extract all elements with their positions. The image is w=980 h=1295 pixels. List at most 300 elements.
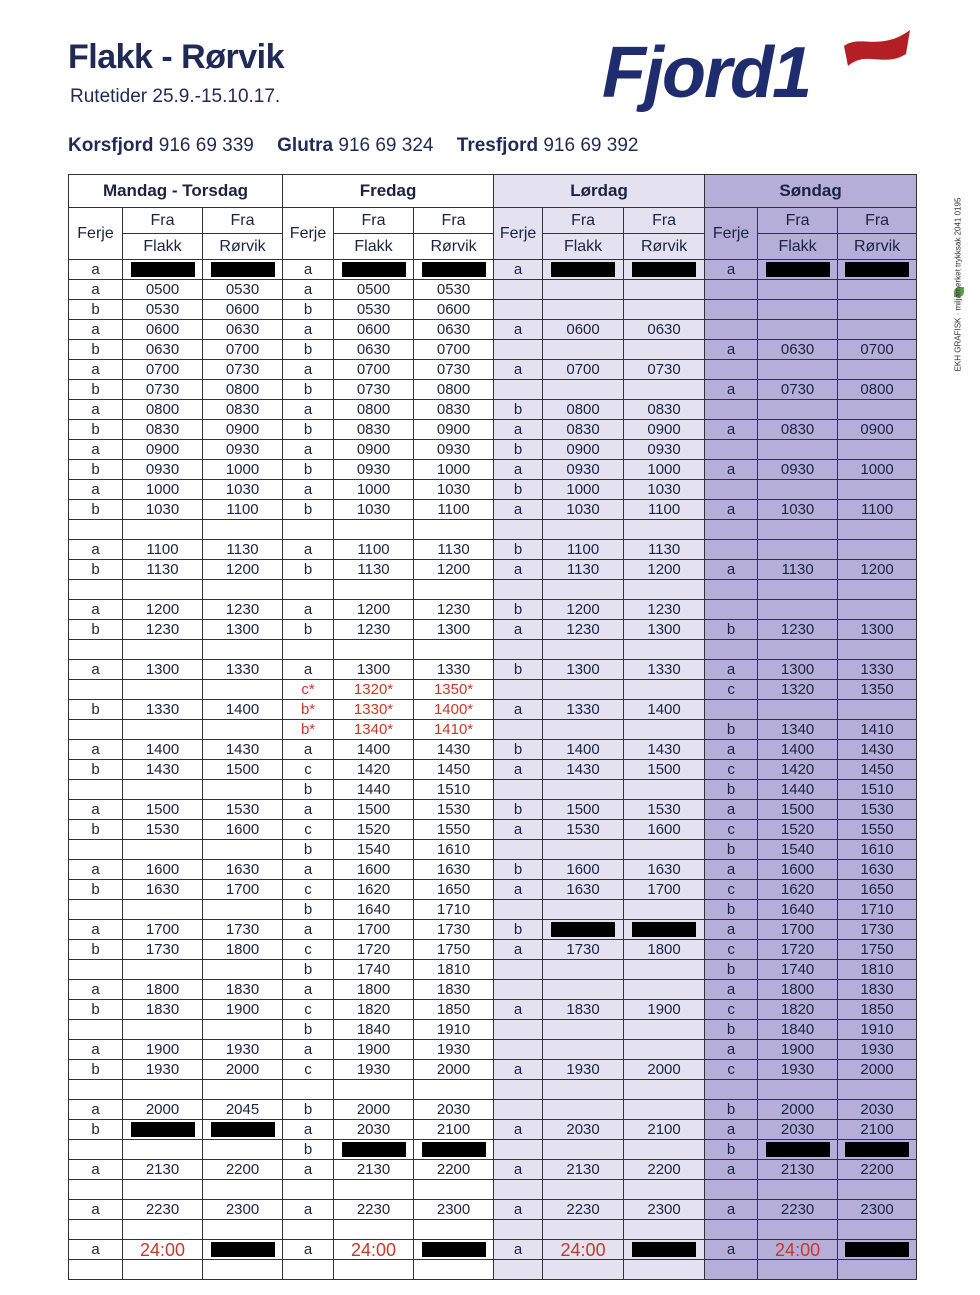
departure-flakk-cell bbox=[543, 1260, 624, 1280]
departure-flakk-cell: 1430 bbox=[543, 760, 624, 780]
departure-rorvik-cell bbox=[838, 700, 917, 720]
departure-flakk-cell bbox=[758, 640, 838, 660]
departure-flakk-cell bbox=[758, 580, 838, 600]
departure-rorvik-cell: 0730 bbox=[624, 360, 705, 380]
departure-flakk-cell bbox=[123, 1120, 203, 1140]
table-row bbox=[69, 740, 917, 760]
departure-rorvik-cell: 1410 bbox=[838, 720, 917, 740]
ferry-cell bbox=[494, 1260, 543, 1280]
ferry-cell: a bbox=[69, 1040, 123, 1060]
fra-header-mon-thu: Fra bbox=[123, 208, 203, 234]
departure-rorvik-cell: 1030 bbox=[624, 480, 705, 500]
departure-flakk-cell: 1500 bbox=[758, 800, 838, 820]
departure-rorvik-cell: 1410* bbox=[414, 720, 494, 740]
departure-rorvik-cell: 1650 bbox=[838, 880, 917, 900]
departure-rorvik-cell bbox=[838, 1180, 917, 1200]
departure-flakk-cell bbox=[123, 720, 203, 740]
departure-flakk-cell: 1740 bbox=[334, 960, 414, 980]
ferry-cell: a bbox=[283, 480, 334, 500]
departure-rorvik-cell bbox=[203, 720, 283, 740]
day-header-sun: Søndag bbox=[705, 175, 917, 208]
ferry-cell: a bbox=[283, 1240, 334, 1260]
departure-rorvik-cell: 1800 bbox=[203, 940, 283, 960]
departure-rorvik-cell: 0600 bbox=[203, 300, 283, 320]
departure-flakk-cell: 0930 bbox=[334, 460, 414, 480]
departure-rorvik-cell: 1330 bbox=[414, 660, 494, 680]
departure-flakk-cell: 1800 bbox=[123, 980, 203, 1000]
departure-rorvik-cell bbox=[838, 1260, 917, 1280]
departure-flakk-cell bbox=[123, 1260, 203, 1280]
departure-flakk-cell bbox=[123, 840, 203, 860]
departure-rorvik-cell bbox=[624, 920, 705, 940]
table-row bbox=[69, 920, 917, 940]
departure-rorvik-cell bbox=[203, 840, 283, 860]
table-row bbox=[69, 300, 917, 320]
departure-rorvik-cell bbox=[838, 580, 917, 600]
departure-flakk-cell: 0500 bbox=[123, 280, 203, 300]
table-row bbox=[69, 360, 917, 380]
departure-flakk-cell bbox=[758, 440, 838, 460]
departure-rorvik-cell: 1710 bbox=[414, 900, 494, 920]
ferry-cell bbox=[283, 640, 334, 660]
ferry-cell bbox=[494, 720, 543, 740]
ferry-cell: a bbox=[705, 260, 758, 280]
ferry-cell: b bbox=[69, 880, 123, 900]
redacted-block bbox=[845, 1242, 909, 1257]
departure-flakk-cell: 2230 bbox=[543, 1200, 624, 1220]
table-row bbox=[69, 260, 917, 280]
ferry-cell: a bbox=[283, 860, 334, 880]
ferry-cell bbox=[705, 440, 758, 460]
departure-flakk-cell bbox=[543, 960, 624, 980]
ferry-cell: a bbox=[283, 360, 334, 380]
departure-flakk-cell bbox=[543, 780, 624, 800]
departure-flakk-cell: 1500 bbox=[334, 800, 414, 820]
departure-rorvik-cell bbox=[624, 960, 705, 980]
table-row bbox=[69, 780, 917, 800]
departure-rorvik-cell bbox=[203, 1260, 283, 1280]
departure-flakk-cell: 1600 bbox=[758, 860, 838, 880]
table-row bbox=[69, 1240, 917, 1260]
departure-rorvik-cell: 1300 bbox=[414, 620, 494, 640]
departure-flakk-cell: 1840 bbox=[758, 1020, 838, 1040]
departure-flakk-cell bbox=[123, 580, 203, 600]
ferry-cell bbox=[705, 540, 758, 560]
ferry-cell bbox=[705, 360, 758, 380]
flakk-header-sun: Flakk bbox=[758, 234, 838, 260]
ferry-cell: b bbox=[69, 380, 123, 400]
table-row bbox=[69, 460, 917, 480]
fra-header-sat: Fra bbox=[624, 208, 705, 234]
departure-flakk-cell: 2130 bbox=[758, 1160, 838, 1180]
departure-rorvik-cell: 1550 bbox=[838, 820, 917, 840]
ferry-cell: b bbox=[69, 820, 123, 840]
redacted-block bbox=[342, 262, 406, 277]
rorvik-header-fri: Rørvik bbox=[414, 234, 494, 260]
departure-flakk-cell: 1420 bbox=[334, 760, 414, 780]
ferry-cell bbox=[69, 1140, 123, 1160]
ferry-cell: b bbox=[283, 1020, 334, 1040]
ferry-cell: c bbox=[283, 820, 334, 840]
ferry-cell bbox=[283, 1220, 334, 1240]
departure-flakk-cell bbox=[334, 260, 414, 280]
ferry-cell: b bbox=[283, 560, 334, 580]
table-row bbox=[69, 940, 917, 960]
fra-header-sat: Fra bbox=[543, 208, 624, 234]
departure-rorvik-cell bbox=[838, 280, 917, 300]
ferry-cell: a bbox=[69, 600, 123, 620]
departure-flakk-cell: 0730 bbox=[334, 380, 414, 400]
rorvik-header-mon-thu: Rørvik bbox=[203, 234, 283, 260]
ferry-cell: c bbox=[705, 820, 758, 840]
ferry-cell bbox=[283, 1180, 334, 1200]
departure-flakk-cell bbox=[758, 320, 838, 340]
ferry-cell bbox=[705, 280, 758, 300]
departure-flakk-cell: 1800 bbox=[334, 980, 414, 1000]
departure-flakk-cell: 1340* bbox=[334, 720, 414, 740]
departure-flakk-cell bbox=[543, 980, 624, 1000]
ferry-cell: a bbox=[283, 400, 334, 420]
departure-rorvik-cell: 1730 bbox=[203, 920, 283, 940]
table-row bbox=[69, 440, 917, 460]
departure-flakk-cell bbox=[543, 280, 624, 300]
departure-flakk-cell: 1540 bbox=[334, 840, 414, 860]
ferry-cell bbox=[494, 900, 543, 920]
departure-rorvik-cell: 1630 bbox=[203, 860, 283, 880]
departure-flakk-cell: 1100 bbox=[543, 540, 624, 560]
ferry-cell: c bbox=[705, 880, 758, 900]
ferry-cell: a bbox=[69, 1240, 123, 1260]
departure-rorvik-cell bbox=[203, 1180, 283, 1200]
ferry-cell bbox=[705, 520, 758, 540]
departure-flakk-cell bbox=[543, 380, 624, 400]
ferry-cell: a bbox=[494, 940, 543, 960]
departure-rorvik-cell bbox=[624, 280, 705, 300]
departure-rorvik-cell bbox=[414, 260, 494, 280]
departure-flakk-cell: 24:00 bbox=[758, 1240, 838, 1260]
departure-rorvik-cell: 1100 bbox=[414, 500, 494, 520]
departure-rorvik-cell: 1330 bbox=[203, 660, 283, 680]
table-row bbox=[69, 1040, 917, 1060]
departure-rorvik-cell: 1750 bbox=[838, 940, 917, 960]
departure-rorvik-cell bbox=[838, 440, 917, 460]
departure-rorvik-cell bbox=[838, 480, 917, 500]
departure-flakk-cell: 1200 bbox=[543, 600, 624, 620]
ferry-cell: b bbox=[69, 340, 123, 360]
departure-rorvik-cell: 1400* bbox=[414, 700, 494, 720]
ferry-cell bbox=[494, 1080, 543, 1100]
departure-rorvik-cell: 1400 bbox=[203, 700, 283, 720]
departure-rorvik-cell bbox=[624, 1220, 705, 1240]
page-subtitle: Rutetider 25.9.-15.10.17. bbox=[70, 86, 281, 107]
ferry-cell: a bbox=[283, 920, 334, 940]
departure-flakk-cell: 0630 bbox=[758, 340, 838, 360]
table-row bbox=[69, 680, 917, 700]
ferry-cell: b bbox=[69, 620, 123, 640]
departure-flakk-cell bbox=[123, 900, 203, 920]
departure-flakk-cell: 0700 bbox=[123, 360, 203, 380]
departure-flakk-cell bbox=[334, 580, 414, 600]
ferry-cell: b bbox=[283, 380, 334, 400]
departure-flakk-cell: 2130 bbox=[334, 1160, 414, 1180]
departure-flakk-cell: 1820 bbox=[334, 1000, 414, 1020]
table-row bbox=[69, 420, 917, 440]
departure-rorvik-cell: 0900 bbox=[838, 420, 917, 440]
departure-rorvik-cell: 0930 bbox=[414, 440, 494, 460]
departure-rorvik-cell: 1850 bbox=[414, 1000, 494, 1020]
ferry-cell: b bbox=[705, 1140, 758, 1160]
ferry-cell: a bbox=[69, 1160, 123, 1180]
ferry-cell bbox=[283, 520, 334, 540]
departure-rorvik-cell bbox=[203, 520, 283, 540]
departure-flakk-cell: 1830 bbox=[123, 1000, 203, 1020]
ferry-cell bbox=[705, 400, 758, 420]
ferje-header-sun: Ferje bbox=[705, 208, 758, 260]
departure-rorvik-cell: 1200 bbox=[203, 560, 283, 580]
table-row bbox=[69, 1020, 917, 1040]
ferry-cell bbox=[494, 280, 543, 300]
ferry-cell: a bbox=[69, 280, 123, 300]
departure-rorvik-cell bbox=[414, 520, 494, 540]
departure-flakk-cell bbox=[334, 1140, 414, 1160]
departure-rorvik-cell: 1000 bbox=[414, 460, 494, 480]
departure-rorvik-cell bbox=[624, 980, 705, 1000]
flag-icon bbox=[840, 24, 920, 74]
day-header-sat: Lørdag bbox=[494, 175, 705, 208]
departure-rorvik-cell bbox=[203, 1220, 283, 1240]
departure-flakk-cell: 1100 bbox=[123, 540, 203, 560]
ferry-cell bbox=[705, 700, 758, 720]
departure-flakk-cell bbox=[758, 360, 838, 380]
departure-rorvik-cell: 0830 bbox=[624, 400, 705, 420]
redacted-block bbox=[766, 262, 830, 277]
ferry-cell: a bbox=[494, 460, 543, 480]
departure-rorvik-cell bbox=[203, 640, 283, 660]
departure-flakk-cell bbox=[758, 1080, 838, 1100]
departure-flakk-cell bbox=[543, 1100, 624, 1120]
departure-flakk-cell: 1300 bbox=[543, 660, 624, 680]
departure-flakk-cell: 1330 bbox=[123, 700, 203, 720]
departure-rorvik-cell bbox=[624, 900, 705, 920]
departure-flakk-cell bbox=[123, 1220, 203, 1240]
departure-rorvik-cell: 1930 bbox=[414, 1040, 494, 1060]
ferry-cell: a bbox=[283, 280, 334, 300]
ferry-cell: a bbox=[705, 920, 758, 940]
departure-rorvik-cell: 1830 bbox=[838, 980, 917, 1000]
departure-rorvik-cell: 1530 bbox=[203, 800, 283, 820]
ferry-cell: a bbox=[494, 560, 543, 580]
ferry-cell bbox=[69, 680, 123, 700]
departure-flakk-cell bbox=[543, 920, 624, 940]
departure-flakk-cell: 0900 bbox=[123, 440, 203, 460]
table-row bbox=[69, 560, 917, 580]
departure-rorvik-cell: 1530 bbox=[838, 800, 917, 820]
departure-flakk-cell bbox=[758, 260, 838, 280]
departure-rorvik-cell: 1850 bbox=[838, 1000, 917, 1020]
table-row bbox=[69, 400, 917, 420]
departure-flakk-cell: 1200 bbox=[123, 600, 203, 620]
departure-rorvik-cell: 1500 bbox=[203, 760, 283, 780]
departure-rorvik-cell bbox=[838, 1240, 917, 1260]
departure-rorvik-cell: 1630 bbox=[624, 860, 705, 880]
departure-rorvik-cell: 1400 bbox=[624, 700, 705, 720]
departure-flakk-cell bbox=[334, 1220, 414, 1240]
departure-flakk-cell: 0800 bbox=[334, 400, 414, 420]
logo-wordmark: Fjord1 bbox=[602, 33, 811, 113]
departure-rorvik-cell: 1600 bbox=[203, 820, 283, 840]
departure-rorvik-cell: 1710 bbox=[838, 900, 917, 920]
departure-flakk-cell: 1130 bbox=[334, 560, 414, 580]
ferry-cell: a bbox=[283, 260, 334, 280]
departure-flakk-cell bbox=[123, 640, 203, 660]
departure-flakk-cell: 1520 bbox=[758, 820, 838, 840]
fjord1-logo bbox=[602, 22, 922, 122]
departure-flakk-cell: 1730 bbox=[543, 940, 624, 960]
departure-rorvik-cell: 1730 bbox=[838, 920, 917, 940]
ferry-cell: b bbox=[69, 420, 123, 440]
departure-rorvik-cell bbox=[203, 900, 283, 920]
ferry-cell: b* bbox=[283, 720, 334, 740]
departure-rorvik-cell: 2100 bbox=[414, 1120, 494, 1140]
ferry-cell: a bbox=[705, 740, 758, 760]
departure-rorvik-cell bbox=[624, 1080, 705, 1100]
ferry-cell: a bbox=[705, 660, 758, 680]
departure-rorvik-cell: 1450 bbox=[414, 760, 494, 780]
ferry-cell bbox=[69, 1180, 123, 1200]
ferry-cell: c bbox=[705, 1000, 758, 1020]
ferry-cell: a bbox=[705, 380, 758, 400]
table-row bbox=[69, 500, 917, 520]
departure-rorvik-cell bbox=[203, 1120, 283, 1140]
table-row bbox=[69, 340, 917, 360]
departure-rorvik-cell bbox=[838, 300, 917, 320]
ferry-cell: b bbox=[705, 840, 758, 860]
departure-flakk-cell: 0900 bbox=[543, 440, 624, 460]
departure-rorvik-cell bbox=[624, 640, 705, 660]
ferry-cell: b bbox=[69, 460, 123, 480]
departure-flakk-cell bbox=[758, 520, 838, 540]
departure-flakk-cell: 1700 bbox=[758, 920, 838, 940]
departure-flakk-cell: 1430 bbox=[123, 760, 203, 780]
ferry-cell: b bbox=[283, 840, 334, 860]
departure-flakk-cell bbox=[758, 400, 838, 420]
ferry-cell: b bbox=[69, 1120, 123, 1140]
departure-rorvik-cell: 0830 bbox=[203, 400, 283, 420]
departure-rorvik-cell: 1130 bbox=[414, 540, 494, 560]
departure-rorvik-cell: 1330 bbox=[838, 660, 917, 680]
departure-flakk-cell bbox=[123, 1080, 203, 1100]
page-title: Flakk - Rørvik bbox=[68, 38, 284, 76]
departure-flakk-cell: 1230 bbox=[334, 620, 414, 640]
ferry-cell bbox=[494, 380, 543, 400]
departure-flakk-cell: 1720 bbox=[758, 940, 838, 960]
departure-rorvik-cell: 2200 bbox=[414, 1160, 494, 1180]
ferry-cell: b bbox=[705, 900, 758, 920]
ferry-cell: a bbox=[69, 400, 123, 420]
departure-flakk-cell: 0600 bbox=[123, 320, 203, 340]
departure-rorvik-cell bbox=[838, 520, 917, 540]
departure-rorvik-cell: 1750 bbox=[414, 940, 494, 960]
departure-rorvik-cell: 1100 bbox=[838, 500, 917, 520]
departure-rorvik-cell: 0900 bbox=[624, 420, 705, 440]
departure-rorvik-cell: 1130 bbox=[624, 540, 705, 560]
ferry-cell bbox=[494, 840, 543, 860]
ferry-cell bbox=[69, 1260, 123, 1280]
departure-flakk-cell: 1900 bbox=[758, 1040, 838, 1060]
departure-flakk-cell: 1330 bbox=[543, 700, 624, 720]
departure-flakk-cell: 1320 bbox=[758, 680, 838, 700]
ferry-cell: a bbox=[494, 760, 543, 780]
ferry-cell: a bbox=[494, 260, 543, 280]
departure-rorvik-cell: 1530 bbox=[414, 800, 494, 820]
ferry-cell: b bbox=[283, 900, 334, 920]
departure-flakk-cell: 1000 bbox=[334, 480, 414, 500]
ferry-cell: a bbox=[494, 1120, 543, 1140]
day-header-fri: Fredag bbox=[283, 175, 494, 208]
ferry-cell: b bbox=[283, 460, 334, 480]
ferry-cell: b bbox=[283, 340, 334, 360]
departure-flakk-cell: 1630 bbox=[543, 880, 624, 900]
departure-rorvik-cell: 1730 bbox=[414, 920, 494, 940]
ferry-cell: a bbox=[283, 540, 334, 560]
departure-flakk-cell bbox=[123, 520, 203, 540]
ferry-cell: c bbox=[705, 940, 758, 960]
departure-rorvik-cell: 0630 bbox=[203, 320, 283, 340]
table-row bbox=[69, 480, 917, 500]
departure-rorvik-cell: 2200 bbox=[203, 1160, 283, 1180]
ferry-cell: b bbox=[494, 660, 543, 680]
departure-flakk-cell: 1000 bbox=[123, 480, 203, 500]
departure-flakk-cell: 0700 bbox=[543, 360, 624, 380]
ferry-cell: b bbox=[494, 740, 543, 760]
departure-rorvik-cell bbox=[838, 1080, 917, 1100]
departure-rorvik-cell bbox=[624, 720, 705, 740]
departure-flakk-cell: 0800 bbox=[123, 400, 203, 420]
ferry-cell: a bbox=[494, 1200, 543, 1220]
departure-rorvik-cell bbox=[414, 1260, 494, 1280]
departure-rorvik-cell: 2045 bbox=[203, 1100, 283, 1120]
ferry-cell bbox=[494, 300, 543, 320]
redacted-block bbox=[211, 1122, 275, 1137]
redacted-block bbox=[766, 1142, 830, 1157]
phone-glutra: Glutra 916 69 324 bbox=[277, 135, 434, 156]
ferry-cell: b bbox=[494, 400, 543, 420]
departure-rorvik-cell: 2300 bbox=[624, 1200, 705, 1220]
ferry-cell: a bbox=[494, 1060, 543, 1080]
departure-flakk-cell bbox=[543, 680, 624, 700]
departure-flakk-cell: 1400 bbox=[543, 740, 624, 760]
departure-rorvik-cell bbox=[624, 840, 705, 860]
ferry-cell: a bbox=[69, 320, 123, 340]
departure-rorvik-cell: 0800 bbox=[838, 380, 917, 400]
flakk-header-sat: Flakk bbox=[543, 234, 624, 260]
departure-flakk-cell bbox=[123, 260, 203, 280]
ferry-cell bbox=[494, 520, 543, 540]
departure-rorvik-cell bbox=[624, 1100, 705, 1120]
departure-flakk-cell: 1520 bbox=[334, 820, 414, 840]
ferry-cell bbox=[494, 1040, 543, 1060]
departure-rorvik-cell bbox=[624, 380, 705, 400]
ferry-cell: a bbox=[69, 800, 123, 820]
ferry-cell bbox=[705, 320, 758, 340]
departure-rorvik-cell: 1000 bbox=[624, 460, 705, 480]
table-row bbox=[69, 860, 917, 880]
ferry-cell bbox=[69, 720, 123, 740]
departure-rorvik-cell bbox=[203, 580, 283, 600]
ferry-cell bbox=[494, 1180, 543, 1200]
departure-rorvik-cell bbox=[414, 1180, 494, 1200]
departure-rorvik-cell: 1330 bbox=[624, 660, 705, 680]
